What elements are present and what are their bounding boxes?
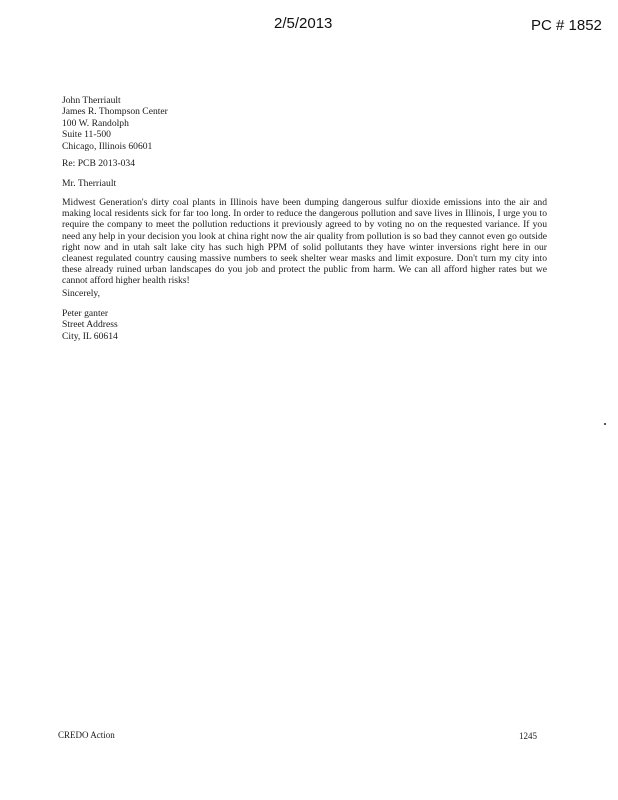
- scan-speck: [604, 423, 606, 425]
- letter-body: Midwest Generation's dirty coal plants in Illinois have been dumping dangerous sulfur dioxide emissions into the air and making local residents sick for far too long. In order to reduce the dangerous pollution and save lives in Illinois, I urge you to require the company to meet the pollution reductions it previously agreed to by voting no on the requested variance. If you need any help in your decision you look at china right now the air quality from pollution is so bad they cannot even go outside right now and in utah salt lake city has such high PPM of solid pollutants they have winter inversions right here in our cleanest regulated country causing massive numbers to seek shelter wear masks and limit exposure. Don't turn my city into these already ruined urban landscapes do you job and protect the public from harm. We can all afford higher rates but we cannot afford higher health risks!: [62, 197, 547, 287]
- address-line: James R. Thompson Center: [62, 106, 168, 118]
- address-line: 100 W. Randolph: [62, 117, 129, 129]
- signature-block: [62, 308, 118, 342]
- address-line: John Therriault: [62, 95, 121, 106]
- signature-line: Street Address: [62, 319, 118, 331]
- signature-line: Peter ganter: [62, 308, 109, 319]
- footer-page-number: 1245: [519, 731, 537, 741]
- closing: Sincerely,: [62, 288, 101, 299]
- date-stamp: 2/5/2013: [274, 15, 333, 32]
- footer-organization: CREDO Action: [58, 730, 115, 740]
- recipient-address-block: [62, 95, 168, 152]
- address-line: Suite 11-500: [62, 129, 111, 141]
- reference-line: Re: PCB 2013-034: [62, 158, 136, 169]
- address-line: Chicago, Illinois 60601: [62, 140, 153, 152]
- signature-line: City, IL 60614: [62, 330, 118, 342]
- salutation: Mr. Therriault: [62, 178, 117, 189]
- pc-number-stamp: PC # 1852: [531, 17, 602, 34]
